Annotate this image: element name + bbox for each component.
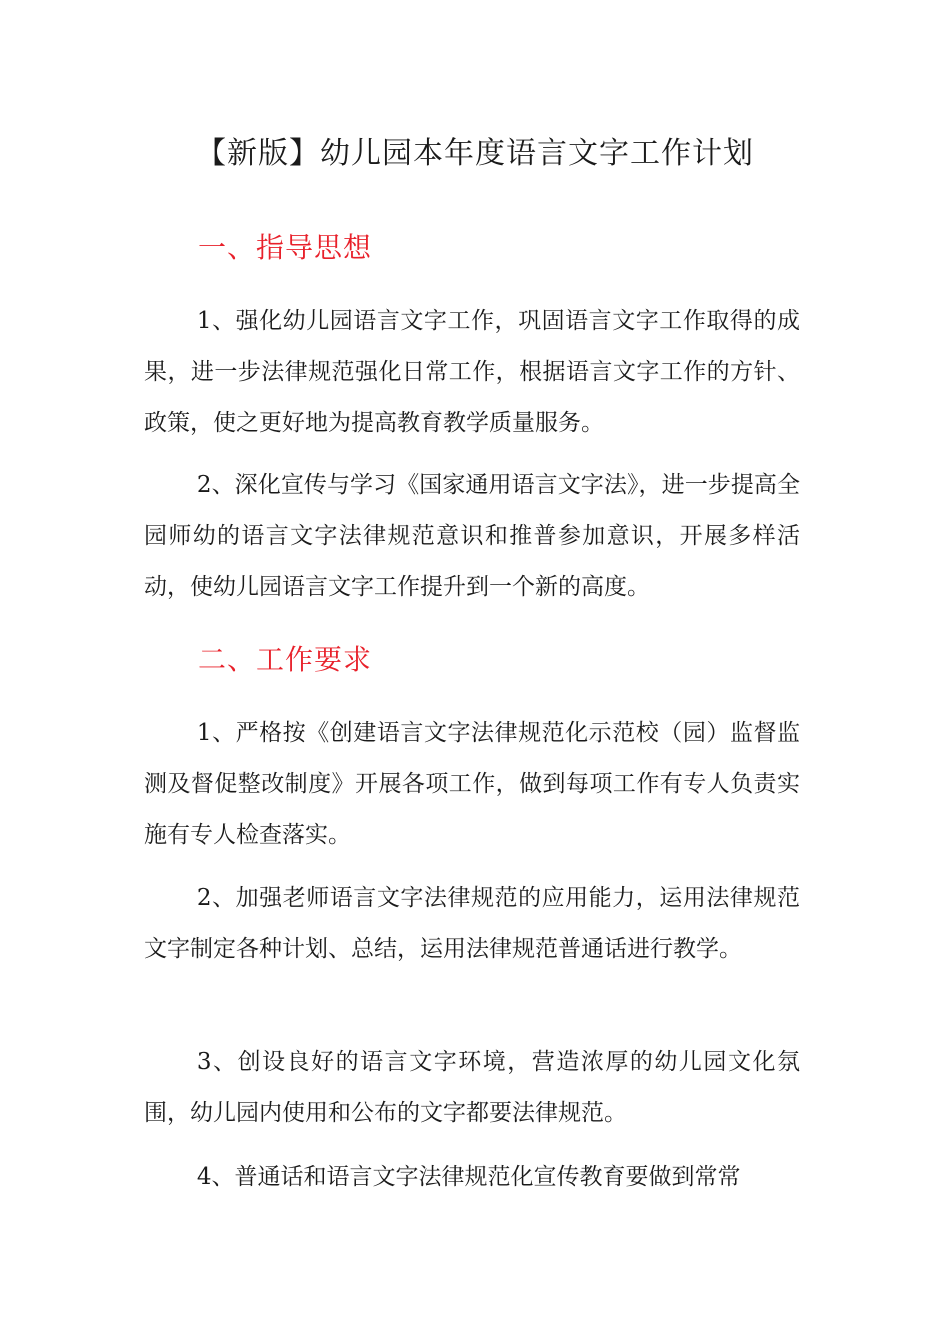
paragraph: 1、强化幼儿园语言文字工作，巩固语言文字工作取得的成果，进一步法律规范强化日常工作，根据语言文字工作的方针、政策，使之更好地为提高教育教学质量服务。 xyxy=(144,308,800,436)
paragraph: 3、创设良好的语言文字环境，营造浓厚的幼儿园文化氛围，幼儿园内使用和公布的文字都要法律规范。 xyxy=(144,1049,800,1126)
paragraph: 4、普通话和语言文字法律规范化宣传教育要做到常常 xyxy=(196,1164,741,1190)
document-title: 【新版】幼儿园本年度语言文字工作计划 xyxy=(196,136,754,171)
section-heading-work-requirements: 二、工作要求 xyxy=(198,643,373,676)
paragraph: 2、加强老师语言文字法律规范的应用能力，运用法律规范文字制定各种计划、总结，运用法律规范普通话进行教学。 xyxy=(144,885,800,962)
paragraph: 2、深化宣传与学习《国家通用语言文字法》，进一步提高全园师幼的语言文字法律规范意识和推普参加意识，开展多样活动，使幼儿园语言文字工作提升到一个新的高度。 xyxy=(144,472,800,600)
paragraph: 1、严格按《创建语言文字法律规范化示范校（园）监督监测及督促整改制度》开展各项工作，做到每项工作有专人负责实施有专人检查落实。 xyxy=(144,720,800,848)
section-heading-guiding-thought: 一、指导思想 xyxy=(198,231,373,264)
